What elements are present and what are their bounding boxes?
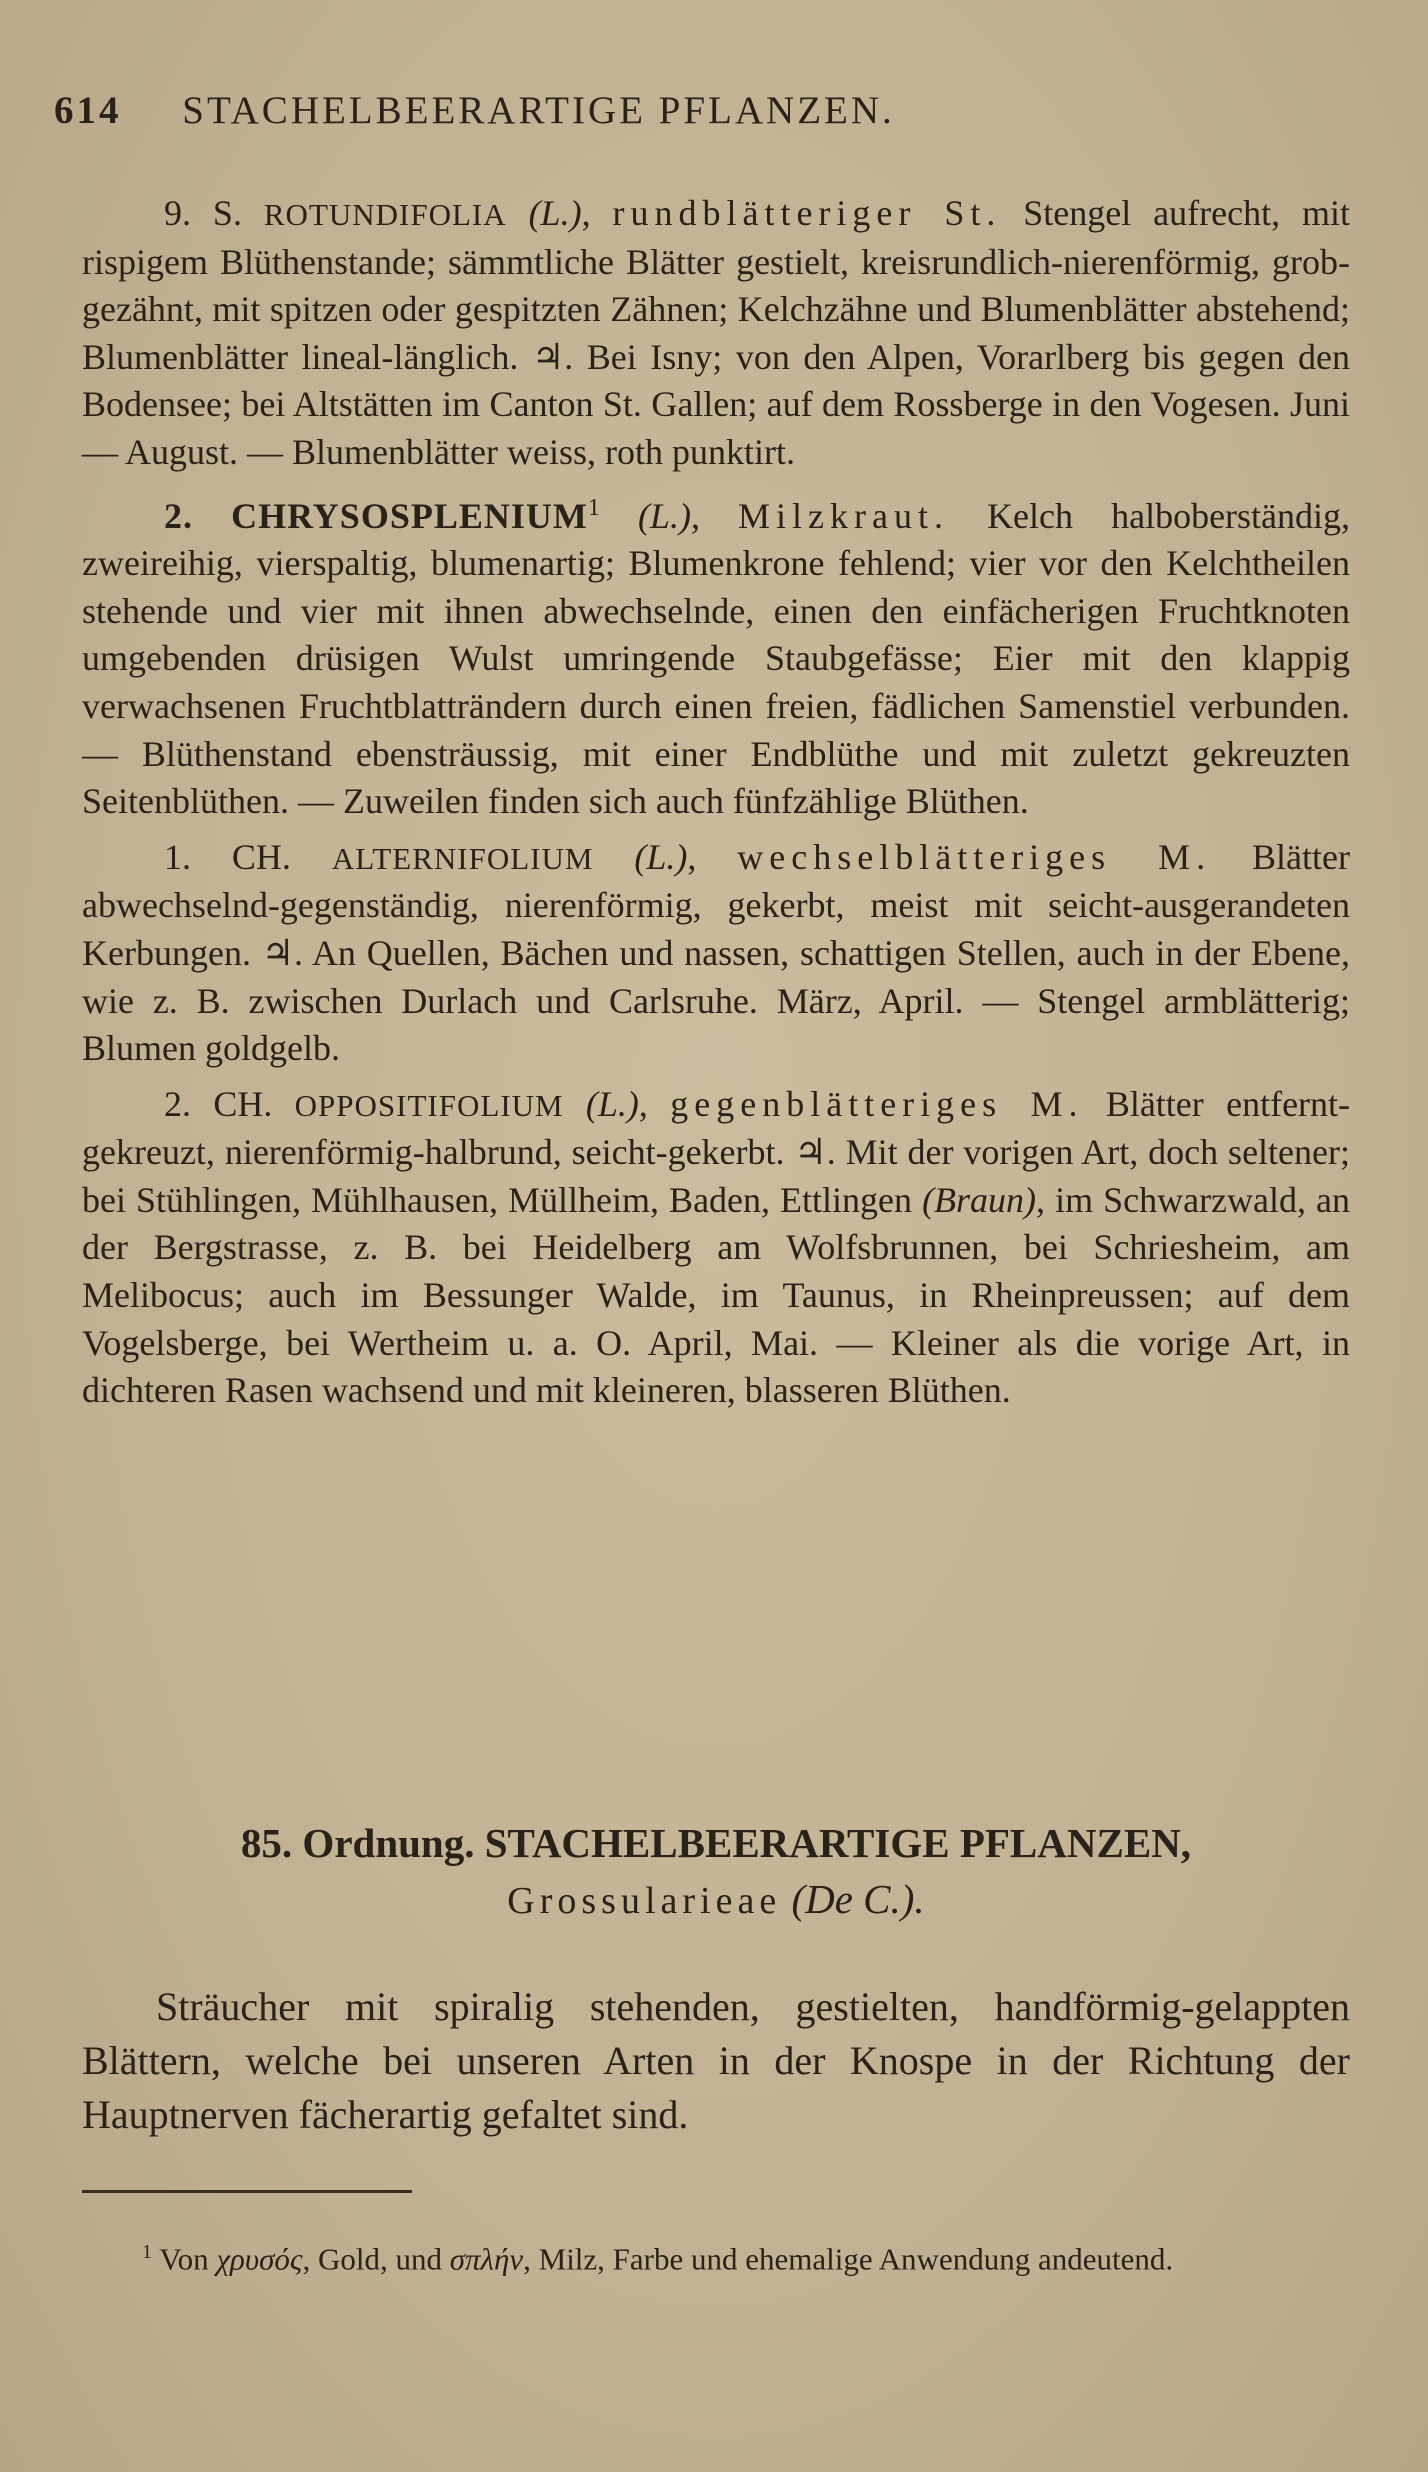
authority: (L.) bbox=[634, 836, 688, 877]
footnote-rule bbox=[82, 2190, 412, 2193]
family-name: Grossularieae bbox=[507, 1880, 782, 1922]
species-entry: 1. CH. ALTERNIFOLIUM (L.), wechselblätteriges M. Blätter abwechselnd-gegenständig, nierenförmig, gekerbt, meist mit seicht-ausgerandeten Kerbungen. ♃. An Quellen, Bächen und nassen, schattigen Stellen, auch in der Ebene, wie z. B. zwischen Durlach und Carlsruhe. März, April. — Stengel armblätterig; Blumen goldgelb. bbox=[82, 836, 1350, 1069]
entry-number: 2. CH. bbox=[164, 1083, 273, 1124]
footnote-marker: 1 bbox=[142, 2241, 152, 2263]
entry-number: 9. S. bbox=[164, 193, 242, 233]
species-name: ALTERNIFOLIUM bbox=[331, 840, 594, 876]
citation: (Braun) bbox=[922, 1179, 1037, 1220]
order-title: 85. Ordnung. STACHELBEERARTIGE PFLANZEN, bbox=[240, 1820, 1192, 1866]
entry-number: 1. CH. bbox=[164, 836, 291, 877]
greek-word: χρυσός bbox=[216, 2241, 303, 2277]
genus-name: CHRYSOSPLENIUM bbox=[231, 495, 588, 536]
entry-text: Kelch halboberständig, zweireihig, vierspaltig, blumenartig; Blumenkrone fehlend; vier vor den Kelchtheilen stehende und vier mit ihnen abwechselnde, einen den einfächerigen Fruchtknoten umgebenden drüsigen Wulst umringende Staubgefässe; Eier mit den klappig verwachsenen Fruchtblatträndern durch einen freien, fädlichen Samenstiel verbunden. — Blüthenstand ebensträussig, mit einer Endblüthe und mit zuletzt gekreuzten Seitenblüthen. — Zuweilen finden sich auch fünfzählige Blüthen. bbox=[82, 495, 1351, 822]
common-name: gegenblätteriges M. bbox=[670, 1083, 1084, 1124]
family-line bbox=[82, 1871, 1350, 1929]
common-name: Milzkraut. bbox=[738, 495, 949, 536]
authority: (L.) bbox=[585, 1083, 639, 1124]
genus-entry: 2. CHRYSOSPLENIUM$^1$ (L.), Milzkraut. Kelch halboberständig, zweireihig, vierspaltig, blumenartig; Blumenkrone fehlend; vier vor den Kelchtheilen stehende und vier mit ihnen abwechselnde, einen den einfächerigen Fruchtknoten umgebenden drüsigen Wulst umringende Staubgefässe; Eier mit den klappig verwachsenen Fruchtblatträndern durch einen freien, fädlichen Samenstiel verbunden. — Blüthenstand ebensträussig, mit einer Endblüthe und mit zuletzt gekreuzten Seitenblüthen. — Zuweilen finden sich auch fünfzählige Blüthen. bbox=[82, 494, 1351, 822]
running-title: STACHELBEERARTIGE PFLANZEN. bbox=[182, 89, 895, 132]
order-description: Sträucher mit spiralig stehenden, gestielten, handförmig-gelappten Blättern, welche bei unseren Arten in der Knospe in der Richtung der Hauptnerven fächerartig gefaltet sind. bbox=[82, 1984, 1350, 2137]
greek-word: σπλήν bbox=[449, 2241, 524, 2277]
species-name: OPPOSITIFOLIUM bbox=[294, 1087, 564, 1123]
footnote: $^1$ Von χρυσός, Gold, und σπλήν, Milz, Farbe und ehemalige Anwendung andeutend. bbox=[142, 2241, 1174, 2277]
footnote-mark: 1 bbox=[587, 494, 600, 521]
page-header bbox=[54, 88, 1174, 133]
authority: (L.) bbox=[637, 495, 691, 536]
authority: (L.) bbox=[528, 193, 582, 233]
species-entry: 9. S. ROTUNDIFOLIA (L.), rundblätteriger St. Stengel aufrecht, mit rispigem Blüthenstande; sämmtliche Blätter gestielt, kreisrundlich-nierenförmig, grob-gezähnt, mit spitzen oder gespitzten Zähnen; Kelchzähne und Blumenblätter abstehend; Blumenblätter lineal-länglich. ♃. Bei Isny; von den Alpen, Vorarlberg bis gegen den Bodensee; bei Altstätten im Canton St. Gallen; auf dem Rossberge in den Vogesen. Juni — August. — Blumenblätter weiss, roth punktirt. bbox=[82, 193, 1351, 472]
entry-text: Blätter abwechselnd-gegenständig, nierenförmig, gekerbt, meist mit seicht-ausgerandeten Kerbungen. ♃. An Quellen, Bächen und nassen, schattigen Stellen, auch in der Ebene, wie z. B. zwischen Durlach und Carlsruhe. März, April. — Stengel armblätterig; Blumen goldgelb. bbox=[82, 836, 1350, 1069]
species-entry: 2. CH. OPPOSITIFOLIUM (L.), gegenblätteriges M. Blätter entfernt-gekreuzt, nierenförmig-halbrund, seicht-gekerbt. ♃. Mit der vorigen Art, doch seltener; bei Stühlingen, Mühlhausen, Müllheim, Baden, Ettlingen (Braun), im Schwarzwald, an der Bergstrasse, z. B. bei Heidelberg am Wolfsbrunnen, bei Schriesheim, am Melibocus; auch im Bessunger Walde, im Taunus, in Rheinpreussen; auf dem Vogelsberge, bei Wertheim u. a. O. April, Mai. — Kleiner als die vorige Art, in dichteren Rasen wachsend und mit kleineren, blasseren Blüthen. bbox=[82, 1083, 1351, 1411]
common-name: rundblätteriger St. bbox=[612, 193, 1002, 233]
species-name: ROTUNDIFOLIA bbox=[263, 197, 507, 232]
entry-text-continued: , im Schwarzwald, an der Bergstrasse, z. B. bei Heidelberg am Wolfsbrunnen, bei Schriesheim, am Melibocus; auch im Bessunger Walde, im Taunus, in Rheinpreussen; auf dem Vogelsberge, bei Wertheim u. a. O. April, Mai. — Kleiner als die vorige Art, in dichteren Rasen wachsend und mit kleineren, blasseren Blüthen. bbox=[82, 1179, 1351, 1411]
common-name: wechselblätteriges M. bbox=[737, 836, 1212, 877]
entry-text: Stengel aufrecht, mit rispigem Blüthenstande; sämmtliche Blätter gestielt, kreisrundlich-nierenförmig, grob-gezähnt, mit spitzen oder gespitzten Zähnen; Kelchzähne und Blumenblätter abstehend; Blumenblätter lineal-länglich. ♃. Bei Isny; von den Alpen, Vorarlberg bis gegen den Bodensee; bei Altstätten im Canton St. Gallen; auf dem Rossberge in den Vogesen. Juni — August. — Blumenblätter weiss, roth punktirt. bbox=[82, 193, 1351, 472]
order-heading bbox=[82, 1815, 1350, 1929]
entry-text: Blätter entfernt-gekreuzt, nierenförmig-halbrund, seicht-gekerbt. ♃. Mit der vorigen Art, doch seltener; bei Stühlingen, Mühlhausen, Müllheim, Baden, Ettlingen bbox=[82, 1083, 1351, 1220]
main-text bbox=[82, 190, 1350, 1415]
page-number: 614 bbox=[54, 89, 122, 132]
family-authority: (De C.). bbox=[791, 1876, 925, 1922]
entry-number: 2. bbox=[164, 495, 193, 536]
